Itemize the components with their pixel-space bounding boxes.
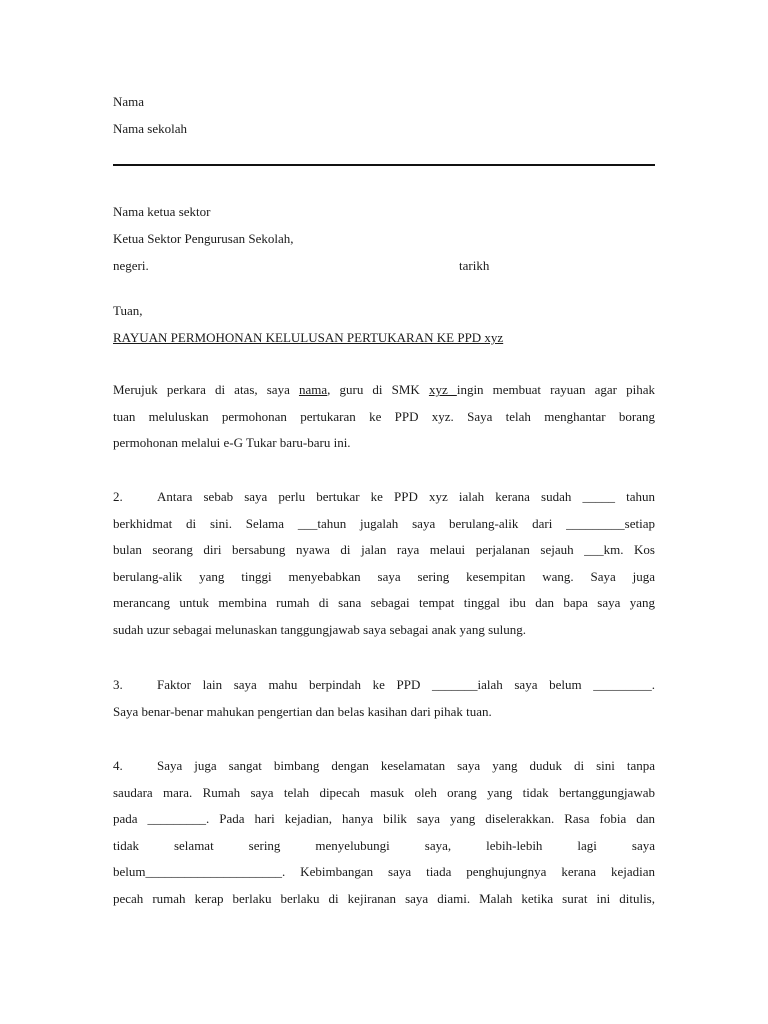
paragraph-2-number: 2. <box>113 489 123 504</box>
paragraph-3-line-2: Saya benar-benar mahukan pengertian dan belas kasihan dari pihak tuan. <box>113 703 492 719</box>
recipient-title: Ketua Sektor Pengurusan Sekolah, <box>113 231 294 246</box>
paragraph-2-line-6: sudah uzur sebagai melunaskan tanggungjawab saya sebagai anak yang sulung. <box>113 621 526 637</box>
paragraph-2-line-5: merancang untuk membina rumah di sana sebagai tempat tinggal ibu dan bapa saya yang <box>113 595 655 610</box>
subject-text: RAYUAN PERMOHONAN KELULUSAN PERTUKARAN KE PPD xyz <box>113 330 504 345</box>
paragraph-1-line-1: Merujuk perkara di atas, saya nama, guru di SMK xyz ingin membuat rayuan agar pihak <box>113 382 655 397</box>
sender-school: Nama sekolah <box>113 121 188 136</box>
paragraph-3-number: 3. <box>113 677 123 692</box>
paragraph-2-line-1: 2. Antara sebab saya perlu bertukar ke PPD xyz ialah kerana sudah _____ tahun <box>113 484 655 511</box>
paragraph-1 <box>113 377 655 457</box>
salutation: Tuan, <box>113 303 143 318</box>
paragraph-4 <box>113 753 655 912</box>
paragraph-2-line-3: bulan seorang diri bersabung nyawa di jalan raya melaui perjalanan sejauh ___km. Kos <box>113 542 655 557</box>
paragraph-4-line-5: belum_____________________. Kebimbangan saya tiada penghujungnya kerana kejadian <box>113 864 655 879</box>
subject-line <box>113 330 503 346</box>
paragraph-3 <box>113 672 655 725</box>
sender-name: Nama <box>113 94 145 109</box>
paragraph-4-line-4: tidak selamat sering menyelubungi saya, lebih-lebih lagi saya <box>113 837 655 853</box>
paragraph-4-line-2: saudara mara. Rumah saya telah dipecah masuk oleh orang yang tidak bertanggungjawab <box>113 784 655 800</box>
paragraph-1-line-2: tuan meluluskan permohonan pertukaran ke PPD xyz. Saya telah menghantar borang <box>113 408 655 424</box>
placeholder-nama: nama <box>298 382 328 397</box>
paragraph-4-line-3: pada _________. Pada hari kejadian, hanya bilik saya yang diselerakkan. Rasa fobia dan <box>113 811 655 826</box>
paragraph-2 <box>113 484 655 643</box>
date-label: tarikh <box>459 258 490 273</box>
paragraph-3-line-1: 3. Faktor lain saya mahu berpindah ke PPD _______ialah saya belum _________. <box>113 672 655 699</box>
recipient-name: Nama ketua sektor <box>113 204 211 219</box>
paragraph-4-number: 4. <box>113 758 123 773</box>
paragraph-2-line-2: berkhidmat di sini. Selama ___tahun jugalah saya berulang-alik dari _________setiap <box>113 515 655 531</box>
header-divider <box>113 164 655 166</box>
paragraph-4-line-6: pecah rumah kerap berlaku berlaku di kejiranan saya diami. Malah ketika surat ini ditulis, <box>113 890 655 906</box>
placeholder-xyz: xyz <box>428 382 457 397</box>
recipient-state: negeri. <box>113 258 149 273</box>
paragraph-1-line-3: permohonan melalui e-G Tukar baru-baru ini. <box>113 435 351 450</box>
paragraph-2-line-4: berulang-alik yang tinggi menyebabkan saya sering kesempitan wang. Saya juga <box>113 568 655 584</box>
paragraph-4-line-1: 4. Saya juga sangat bimbang dengan keselamatan saya yang duduk di sini tanpa <box>113 753 655 780</box>
